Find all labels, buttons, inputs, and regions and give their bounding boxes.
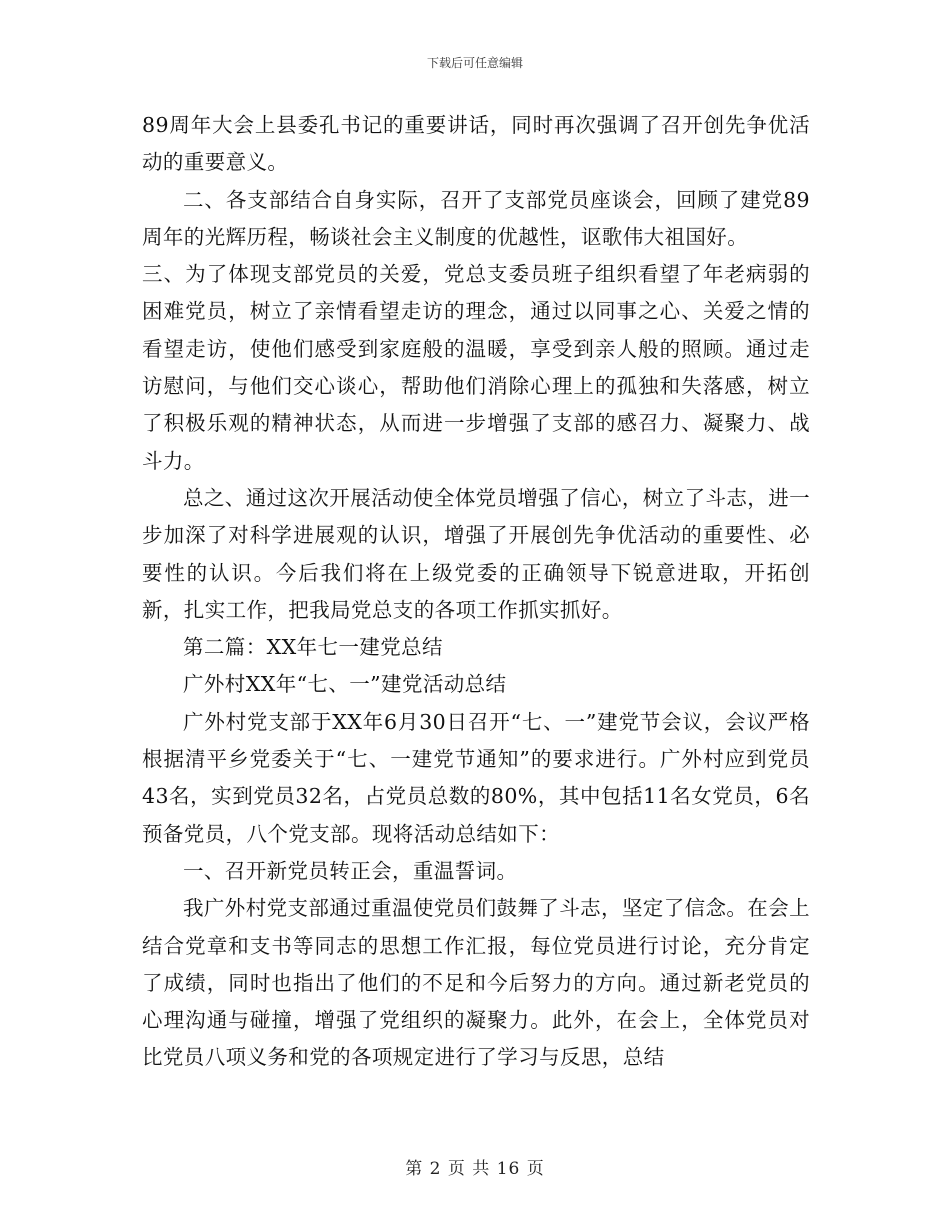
- document-body: [142, 107, 810, 1077]
- paragraph-item-1: 一、召开新党员转正会，重温誓词。: [183, 858, 518, 883]
- header-note: 下载后可任意编辑: [426, 56, 523, 70]
- section-subtitle: 广外村XX年“七、一”建党活动总结: [183, 672, 507, 697]
- paragraph-summary: 总之、通过这次开展活动使全体党员增强了信心，树立了斗志，进一步加深了对科学进展观的认识，增强了开展创先争优活动的重要性、必要性的认识。今后我们将在上级党委的正确领导下锐意进取，开拓创新，扎实工作，把我局党总支的各项工作抓实抓好。: [142, 485, 810, 622]
- page-footer: 第 2 页 共 16 页: [405, 1159, 545, 1179]
- paragraph-item-3: 三、为了体现支部党员的关爱，党总支委员班子组织看望了年老病弱的困难党员，树立了亲情看望走访的理念，通过以同事之心、关爱之情的看望走访，使他们感受到家庭般的温暖，享受到亲人般的照顾。通过走访慰问，与他们交心谈心，帮助他们消除心理上的孤独和失落感，树立了积极乐观的精神状态，从而进一步增强了支部的感召力、凝聚力、战斗力。: [142, 262, 810, 473]
- paragraph-continuation: 89周年大会上县委孔书记的重要讲话，同时再次强调了召开创先争优活动的重要意义。: [142, 113, 810, 175]
- paragraph-review: 我广外村党支部通过重温使党员们鼓舞了斗志，坚定了信念。在会上结合党章和支书等同志的思想工作汇报，每位党员进行讨论，充分肯定了成绩，同时也指出了他们的不足和今后努力的方向。通过新老党员的心理沟通与碰撞，增强了党组织的凝聚力。此外，在会上，全体党员对比党员八项义务和党的各项规定进行了学习与反思，总结: [142, 896, 810, 1070]
- section-heading: 第二篇：XX年七一建党总结: [183, 635, 443, 660]
- paragraph-item-2: 二、各支部结合自身实际，召开了支部党员座谈会，回顾了建党89周年的光辉历程，畅谈社会主义制度的优越性，讴歌伟大祖国好。: [142, 187, 810, 249]
- paragraph-meeting: 广外村党支部于XX年6月30日召开“七、一”建党节会议，会议严格根据清平乡党委关于“七、一建党节通知”的要求进行。广外村应到党员43名，实到党员32名，占党员总数的80%，其中包括11名女党员，6名预备党员，八个党支部。现将活动总结如下：: [142, 709, 810, 846]
